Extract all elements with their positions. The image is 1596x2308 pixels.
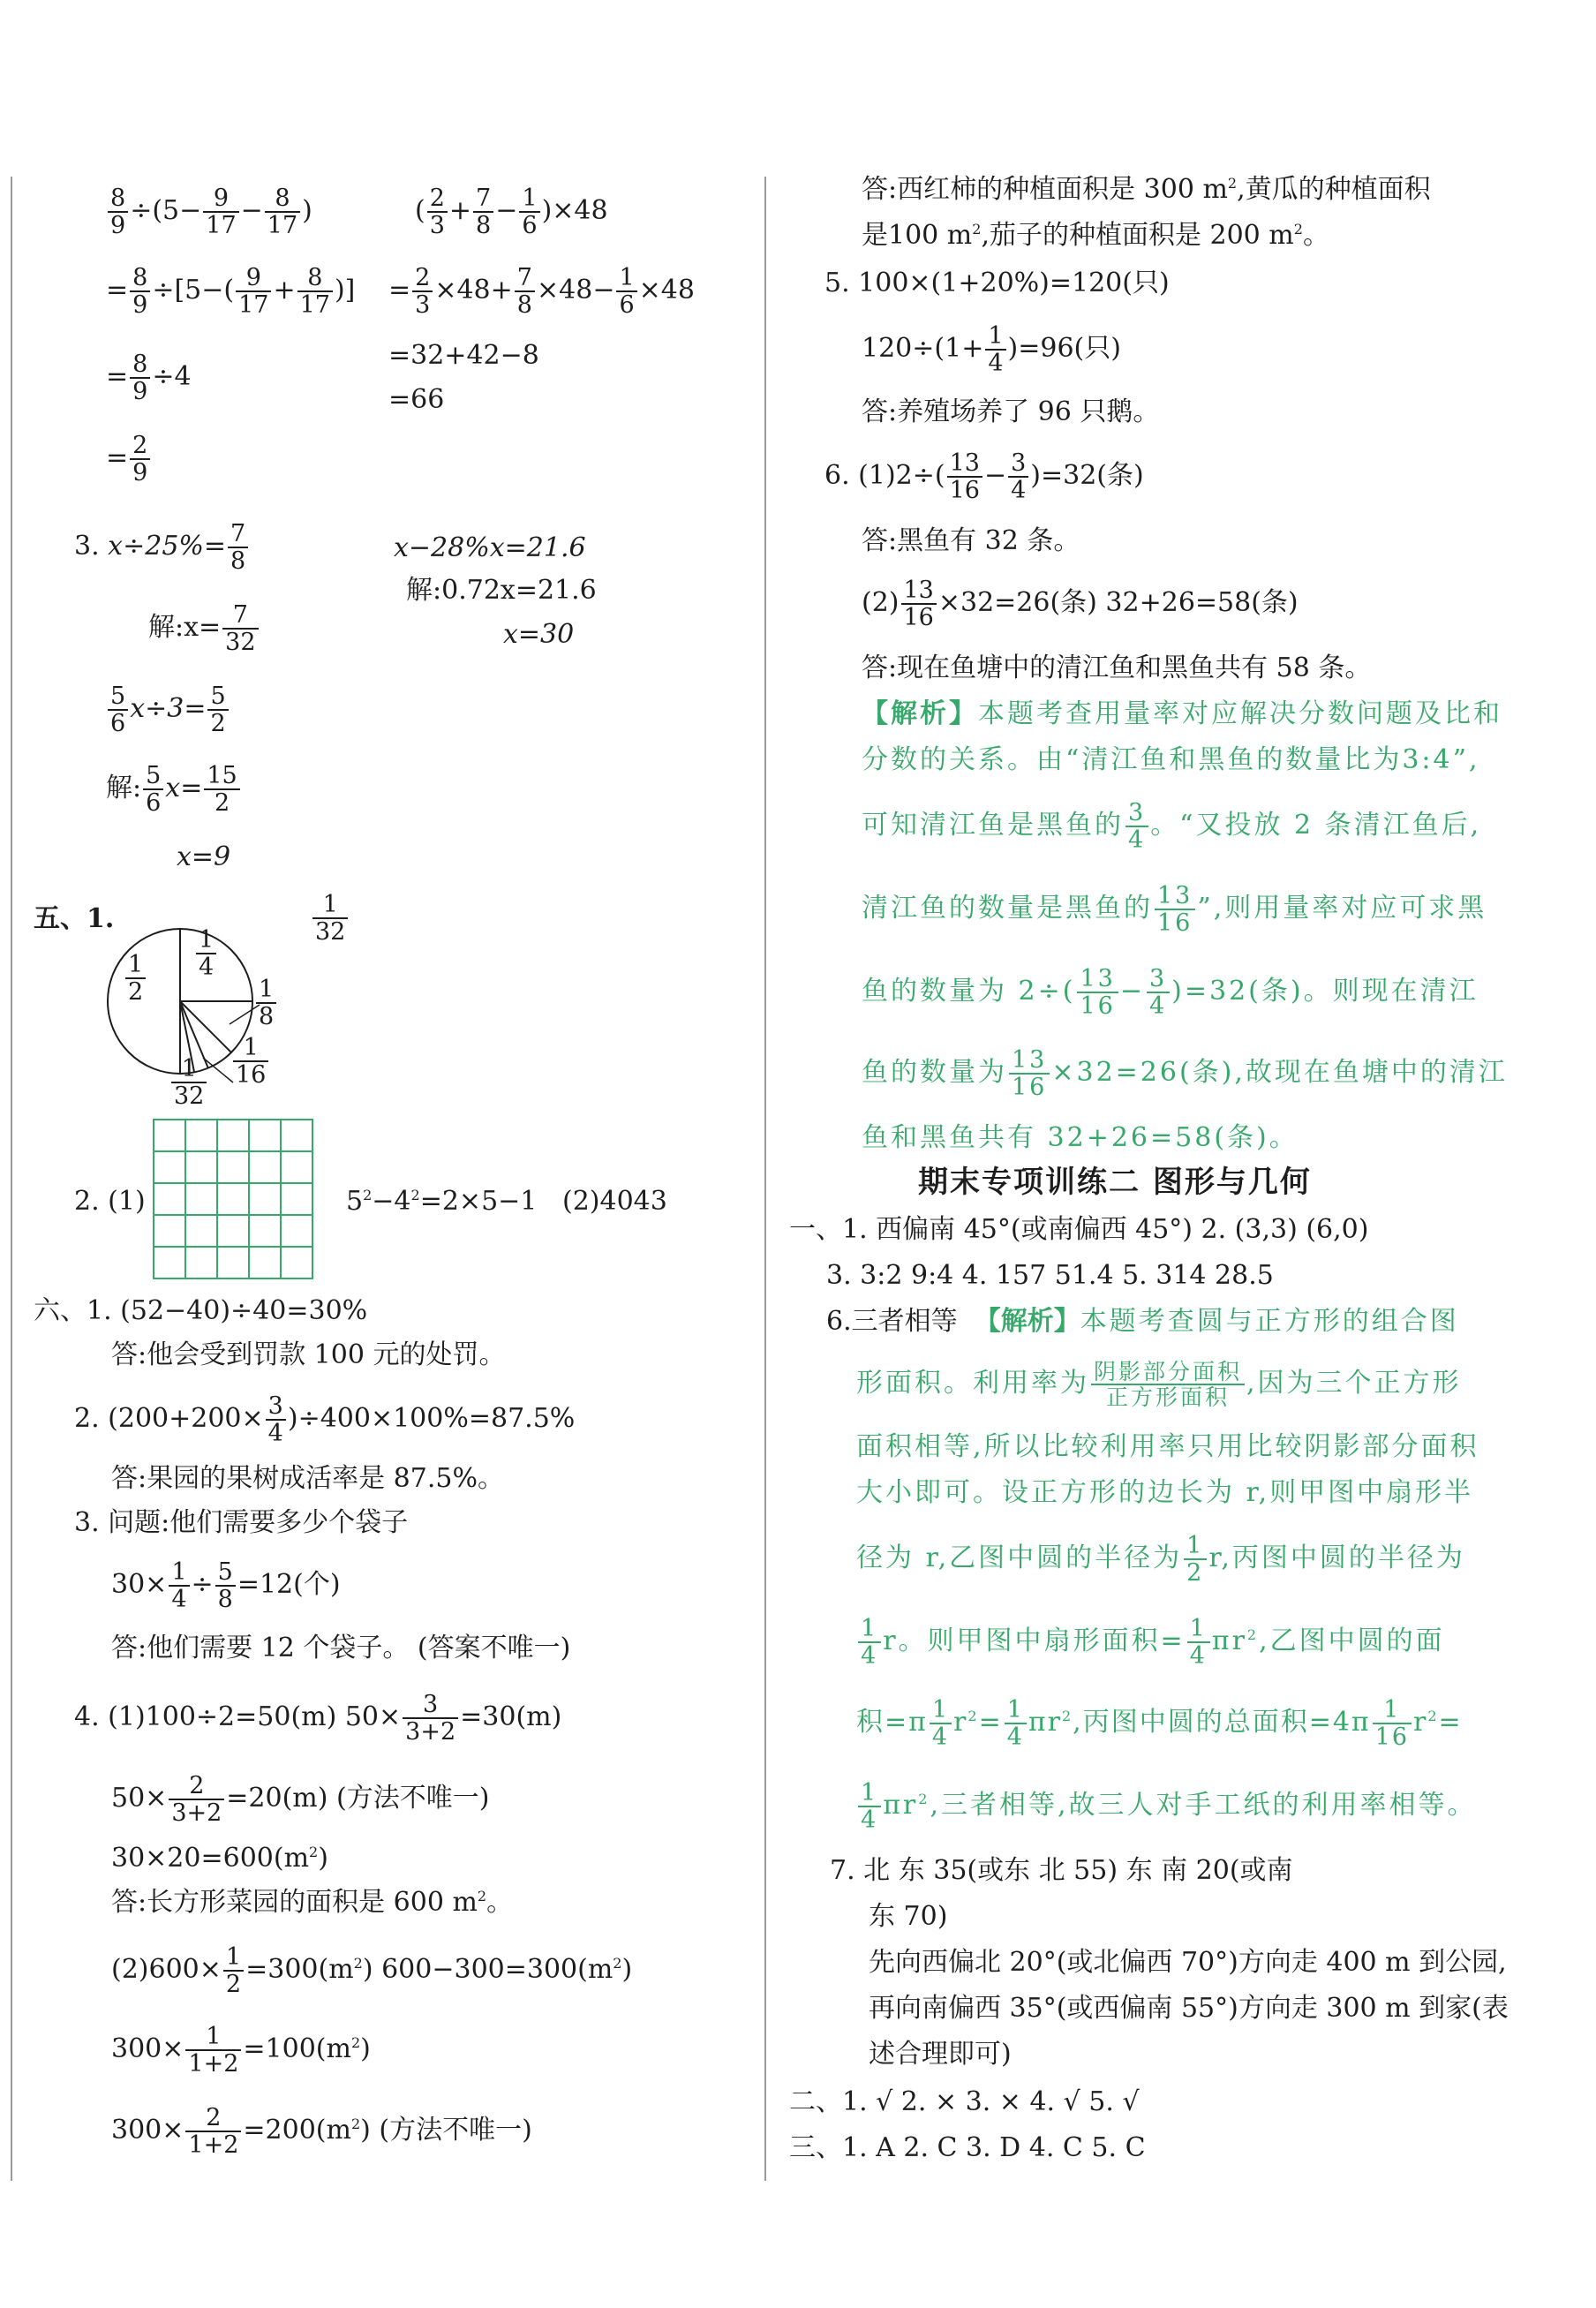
g-row-17: 三、1. A 2. C 3. D 4. C 5. C	[789, 2132, 1146, 2163]
pie-side-answer: $\frac{1}{32}$	[311, 892, 350, 945]
r-analysis-5: 鱼的数量为 2÷( $\frac{13}{16}$ − $\frac{3}{4}$ )=32(条)。则现在清江	[862, 965, 1479, 1020]
g-row-9: 积=π $\frac{1}{4}$ $r^2=$ $\frac{1}{4}$ $\pi r^2$,丙图中圆的总面积=4π $\frac{1}{16}$ $r^2=$	[856, 1696, 1463, 1751]
section6-q4-1: 4. (1)100÷2=50(m) 50× $\frac{3}{3+2}$ =30(m)	[74, 1691, 562, 1746]
r-q6-1: 6. (1)2÷( $\frac{13}{16}$ − $\frac{3}{4}$ )=32(条)	[824, 449, 1144, 504]
section6-q2: 2. (200+200× $\frac{3}{4}$ )÷400×100%=87.5%	[74, 1392, 576, 1447]
g-row-6: 大小即可。设正方形的边长为 r,则甲图中扇形半	[856, 1477, 1474, 1508]
calc-row-5a: = $\frac{2}{9}$	[106, 433, 152, 486]
pie-label-eighth: $\frac{1}{8}$	[254, 977, 278, 1030]
section6-q3-answer: 答:他们需要 12 个袋子。 (答案不唯一)	[111, 1633, 571, 1663]
g-row-1: 一、1. 西偏南 45°(或南偏西 45°) 2. (3,3) (6,0)	[789, 1214, 1369, 1245]
calc-row-2b: = $\frac{2}{3}$ ×48+ $\frac{7}{8}$ ×48− $\frac{1}{6}$ ×48	[388, 264, 695, 319]
g-row-12: 东 70)	[869, 1901, 948, 1932]
section6-q1: 六、1. (52−40)÷40=30%	[34, 1295, 368, 1326]
calc-row-4b: =66	[388, 384, 445, 415]
calc-row-1a: $\frac{8}{9}$ ÷(5− $\frac{9}{17}$ − $\frac{8}{17}$ )	[106, 185, 312, 238]
section6-q4-3: $30\times 20=600(m^2)$	[111, 1843, 328, 1874]
q3-sol4: 解: $\frac{5}{6}$ x= $\frac{15}{2}$	[106, 763, 242, 816]
section-title: 期末专项训练二 图形与几何	[918, 1165, 1312, 1200]
r-answer-2: 是100 $m^2$,茄子的种植面积是 200 $m^2$。	[862, 220, 1329, 251]
section6-q4-5: 300× $\frac{1}{1+2}$ $=100(m^2)$	[111, 2023, 371, 2078]
left-margin-rule	[11, 177, 12, 2181]
g-row-8: $\frac{1}{4}$ r。则甲图中扇形面积= $\frac{1}{4}$ $\pi r^2$,乙图中圆的面	[856, 1616, 1445, 1669]
g-row-3: 6.三者相等 【解析】本题考查圆与正方形的组合图	[826, 1306, 1459, 1337]
q3-eq3: $\frac{5}{6}$ x÷3= $\frac{5}{2}$	[106, 683, 230, 736]
q3-sol3: x=30	[503, 619, 575, 650]
q3-sol5: x=9	[177, 841, 231, 872]
calc-row-3a: = $\frac{8}{9}$ ÷4	[106, 351, 192, 405]
r-answer-1: 答:西红柿的种植面积是 300 $m^2$,黄瓜的种植面积	[862, 174, 1431, 205]
section6-q4-2: 50× $\frac{2}{3+2}$ =20(m) (方法不唯一)	[111, 1772, 490, 1827]
r-q5-calc: 120÷(1+ $\frac{1}{4}$ )=96(只)	[862, 322, 1121, 377]
g-row-2: 3. 3:2 9:4 4. 157 51.4 5. 314 28.5	[826, 1260, 1274, 1291]
r-q5: 5. 100×(1+20%)=120(只)	[824, 268, 1170, 298]
pie-label-half: $\frac{1}{2}$	[124, 952, 147, 1005]
r-q6-answer-1: 答:黑鱼有 32 条。	[862, 525, 1080, 556]
pie-label-quarter: $\frac{1}{4}$	[194, 927, 218, 980]
g-row-15: 述合理即可)	[869, 2039, 1012, 2070]
r-q5-answer: 答:养殖场养了 96 只鹅。	[862, 396, 1160, 427]
g-row-16: 二、1. √ 2. × 3. × 4. √ 5. √	[789, 2086, 1140, 2117]
section5-q2-label: 2. (1)	[74, 1186, 146, 1217]
pie-label-sixteenth: $\frac{1}{16}$	[231, 1035, 270, 1088]
calc-row-3b: =32+42−8	[388, 340, 539, 371]
section5-q1: 五、1.	[34, 903, 115, 934]
pie-label-thirtysecond: $\frac{1}{32}$	[169, 1056, 208, 1109]
g-row-11: 7. 北 东 35(或东 北 55) 东 南 20(或南	[830, 1855, 1293, 1886]
q3-sol2: 解:0.72x=21.6	[406, 575, 597, 606]
section6-q4-answer: 答:长方形菜园的面积是 600 $m^2$。	[111, 1887, 514, 1918]
calc-row-2a: = $\frac{8}{9}$ ÷[5−( $\frac{9}{17}$ + $\frac{8}{17}$ )]	[106, 264, 356, 319]
q3-eq2: x−28%x=21.6	[394, 532, 586, 563]
column-divider	[764, 177, 766, 2181]
g-row-10: $\frac{1}{4}$ $\pi r^2$,三者相等,故三人对手工纸的利用率相等。	[856, 1780, 1477, 1833]
q3-eq1: 3. x÷25%= $\frac{7}{8}$	[74, 521, 250, 574]
r-analysis-2: 分数的关系。由“清江鱼和黑鱼的数量比为3:4”,	[862, 744, 1480, 775]
r-analysis-6: 鱼的数量为 $\frac{13}{16}$ ×32=26(条),故现在鱼塘中的清江	[862, 1046, 1508, 1101]
section6-q3: 3. 问题:他们需要多少个袋子	[74, 1507, 409, 1538]
section6-q2-answer: 答:果园的果树成活率是 87.5%。	[111, 1463, 504, 1494]
r-q6-2: (2) $\frac{13}{16}$ ×32=26(条) 32+26=58(条)	[862, 577, 1299, 631]
g-row-14: 再向南偏西 35°(或西偏南 55°)方向走 300 m 到家(表	[869, 1993, 1509, 2024]
section6-q1-answer: 答:他会受到罚款 100 元的处罚。	[111, 1339, 506, 1370]
section6-q4-6: 300× $\frac{2}{1+2}$ $=200(m^2)$ (方法不唯一)	[111, 2104, 532, 2159]
g-row-5: 面积相等,所以比较利用率只用比较阴影部分面积	[856, 1431, 1479, 1462]
square-grid-diagram	[152, 1118, 316, 1282]
calc-row-1b: ( $\frac{2}{3}$ + $\frac{7}{8}$ − $\frac{1}{6}$ )×48	[415, 185, 608, 239]
r-q6-answer-2: 答:现在鱼塘中的清江鱼和黑鱼共有 58 条。	[862, 652, 1372, 683]
section6-q3-calc: 30× $\frac{1}{4}$ ÷ $\frac{5}{8}$ =12(个)	[111, 1558, 341, 1613]
r-analysis-3: 可知清江鱼是黑鱼的 $\frac{3}{4}$ 。“又投放 2 条清江鱼后,	[862, 799, 1482, 854]
r-analysis-4: 清江鱼的数量是黑鱼的 $\frac{13}{16}$ ”,则用量率对应可求黑	[862, 882, 1487, 937]
section5-q2-answer: $5^2-4^2=2\times 5-1$ (2)4043	[346, 1186, 667, 1217]
g-row-7: 径为 r,乙图中圆的半径为 $\frac{1}{2}$ r,丙图中圆的半径为	[856, 1532, 1465, 1587]
section6-q4-4: (2)600× $\frac{1}{2}$ $=300(m^2)$ $600-300=300(m^2)$	[111, 1943, 633, 1998]
r-analysis-7: 鱼和黑鱼共有 32+26=58(条)。	[862, 1122, 1299, 1153]
g-row-13: 先向西偏北 20°(或北偏西 70°)方向走 400 m 到公园,	[869, 1947, 1507, 1978]
q3-sol1: 解:x= $\frac{7}{32}$	[148, 602, 260, 655]
g-row-4: 形面积。利用率为 阴影部分面积 正方形面积 ,因为三个正方形	[856, 1359, 1462, 1410]
r-analysis-1: 【解析】本题考查用量率对应解决分数问题及比和	[862, 698, 1502, 729]
